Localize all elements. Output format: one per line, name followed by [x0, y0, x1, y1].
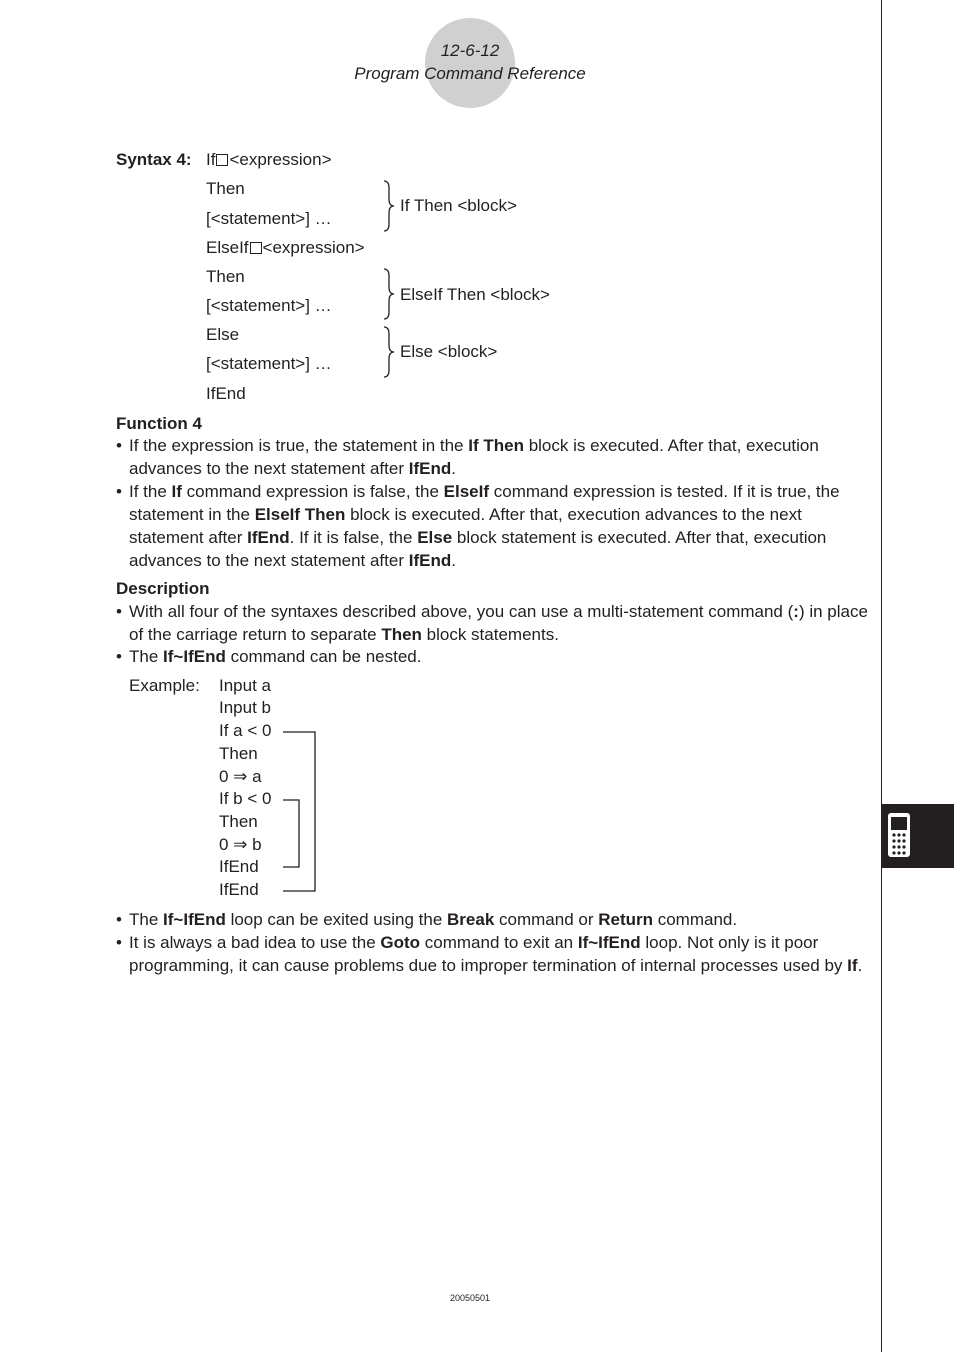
- syntax-line: [<statement>] …: [206, 354, 332, 373]
- nesting-bracket-icon: [280, 725, 320, 897]
- description-heading: Description: [116, 579, 210, 598]
- example-line: If b < 0: [219, 789, 272, 808]
- syntax-line: Else: [206, 325, 240, 344]
- page-number: 12-6-12: [440, 41, 500, 60]
- footer-code: 20050501: [449, 1293, 491, 1303]
- block-label-else: Else <block>: [400, 342, 498, 361]
- example-line: If a < 0: [219, 721, 272, 740]
- block-label-if-then: If Then <block>: [400, 196, 517, 215]
- brace-icon: [380, 268, 396, 320]
- example-line: Then: [219, 812, 258, 831]
- syntax-line: [<statement>] …: [206, 209, 332, 228]
- header-circle: [425, 18, 515, 108]
- example-line: Then: [219, 744, 258, 763]
- example-line: 0 ⇒ a: [219, 767, 262, 786]
- function-bullet: • If the expression is true, the statement in the If Then block is executed. After that, execution advances to the next statement after IfEnd.: [116, 436, 819, 478]
- description-bullet: • The If~IfEnd loop can be exited using the Break command or Return command.: [116, 910, 738, 929]
- syntax-line: Then: [206, 267, 245, 286]
- brace-icon: [380, 326, 396, 378]
- chapter-tab: [882, 804, 954, 868]
- brace-icon: [380, 180, 396, 232]
- right-margin-line: [881, 0, 882, 1352]
- calculator-icon: [887, 812, 911, 858]
- syntax-line: ElseIf <expression>: [206, 238, 365, 257]
- block-label-elseif-then: ElseIf Then <block>: [400, 285, 550, 304]
- space-symbol-icon: [250, 242, 262, 254]
- section-title: Program Command Reference: [354, 64, 586, 83]
- function-bullet: • If the If command expression is false, the ElseIf command expression is tested. If it is true, the statement in the ElseIf Then block is executed. After that, execution advances to the next statement after IfEnd. If it is false, the Else block statement is executed. After that, execution advances to the next statement after IfEnd.: [116, 482, 840, 570]
- syntax-line: If <expression>: [206, 150, 332, 169]
- description-bullet: • With all four of the syntaxes described above, you can use a multi-statement command (:) in place of the carriage return to separate Then block statements.: [116, 602, 868, 644]
- description-bullet: • The If~IfEnd command can be nested.: [116, 647, 422, 666]
- example-line: 0 ⇒ b: [219, 835, 262, 854]
- syntax-line: Then: [206, 179, 245, 198]
- example-line: IfEnd: [219, 880, 259, 899]
- space-symbol-icon: [216, 154, 228, 166]
- example-line: IfEnd: [219, 857, 259, 876]
- example-line: Input a: [219, 676, 271, 695]
- function-heading: Function 4: [116, 414, 202, 433]
- syntax-label: Syntax 4:: [116, 150, 192, 169]
- description-bullet: • It is always a bad idea to use the Goto command to exit an If~IfEnd loop. Not only is it poor programming, it can cause problems due to improper termination of internal processes used by If.: [116, 933, 863, 975]
- syntax-line: IfEnd: [206, 384, 246, 403]
- example-line: Input b: [219, 698, 271, 717]
- syntax-line: [<statement>] …: [206, 296, 332, 315]
- example-label: Example:: [129, 676, 200, 695]
